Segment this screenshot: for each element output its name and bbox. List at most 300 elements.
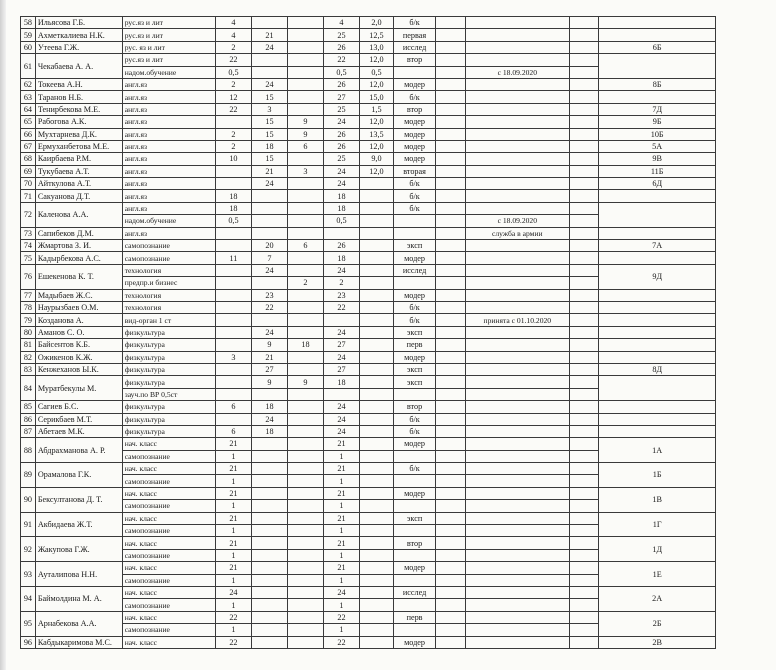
hours-b: 20 [251,240,287,252]
hours-a [215,227,251,239]
hours-b [251,500,287,512]
row-number: 59 [21,29,36,41]
note [465,363,569,375]
blank-cell [569,500,599,512]
row-number: 70 [21,178,36,190]
hours-total: 22 [323,611,359,623]
subject: рус.яз и лит [122,17,215,29]
class-group: 8Б [599,78,716,90]
category: модер [393,351,435,363]
page-edge [0,0,6,670]
hours-b [251,512,287,524]
teacher-name: Ильясова Г.Б. [35,17,122,29]
hours-b [251,636,287,648]
category: б/к [393,413,435,425]
hours-b: 21 [251,351,287,363]
table-row [21,153,716,165]
row-number: 65 [21,116,36,128]
note: с 18.09.2020 [465,66,569,78]
hours-b [251,525,287,537]
class-group [599,413,716,425]
hours-b [251,202,287,214]
subject: самопознание [122,475,215,487]
blank-cell [436,66,466,78]
note [465,29,569,41]
class-group: 1Б [599,463,716,488]
teacher-name: Токеева А.Н. [35,78,122,90]
table-row [21,562,716,574]
category: перв [393,611,435,623]
hours-c [287,153,323,165]
table-row [21,190,716,202]
subject: самопознание [122,240,215,252]
hours-total: 26 [323,240,359,252]
hours-a: 21 [215,562,251,574]
hours-a: 21 [215,463,251,475]
category: б/к [393,463,435,475]
table-row [21,252,716,264]
row-number: 63 [21,91,36,103]
hours-a: 4 [215,17,251,29]
note: с 18.09.2020 [465,215,569,227]
blank-cell [436,215,466,227]
row-number: 79 [21,314,36,326]
note [465,301,569,313]
note [465,463,569,475]
class-group [599,54,716,79]
teacher-name: Кабдыкаримова М.С. [35,636,122,648]
subject: технология [122,289,215,301]
note [465,376,569,388]
rate [359,487,393,499]
blank-cell [436,586,466,598]
hours-c [287,289,323,301]
subject: рус. яз и лит [122,41,215,53]
hours-total: 24 [323,165,359,177]
hours-a: 2 [215,41,251,53]
rate [359,227,393,239]
hours-b: 15 [251,116,287,128]
row-number: 75 [21,252,36,264]
category: втор [393,537,435,549]
class-group [599,376,716,401]
category [393,599,435,611]
category: б/к [393,425,435,437]
table-row [21,41,716,53]
blank-cell [436,611,466,623]
hours-total: 21 [323,537,359,549]
note [465,103,569,115]
blank-cell [569,277,599,289]
class-group: 2Б [599,611,716,636]
category [393,624,435,636]
blank-cell [569,41,599,53]
hours-total: 26 [323,78,359,90]
category [393,450,435,462]
note [465,41,569,53]
note [465,178,569,190]
hours-a: 1 [215,599,251,611]
rate [359,326,393,338]
rate [359,574,393,586]
class-group: 10Б [599,128,716,140]
row-number: 64 [21,103,36,115]
blank-cell [569,78,599,90]
hours-b [251,574,287,586]
rate: 12,0 [359,116,393,128]
row-number: 84 [21,376,36,401]
teacher-load-table [20,16,716,649]
hours-c [287,525,323,537]
hours-c [287,17,323,29]
subject: самопознание [122,450,215,462]
hours-total: 24 [323,351,359,363]
hours-c [287,636,323,648]
rate [359,562,393,574]
category: перв [393,339,435,351]
hours-total [323,227,359,239]
class-group: 1Е [599,562,716,587]
blank-cell [569,562,599,574]
class-group: 9В [599,153,716,165]
hours-a [215,277,251,289]
category [393,66,435,78]
teacher-name: Бексултанова Д. Т. [35,487,122,512]
blank-cell [436,165,466,177]
category: модер [393,438,435,450]
hours-b [251,314,287,326]
hours-a [215,178,251,190]
blank-cell [569,215,599,227]
hours-c [287,388,323,400]
rate [359,388,393,400]
hours-b: 18 [251,401,287,413]
table-row [21,301,716,313]
hours-b: 15 [251,128,287,140]
blank-cell [569,475,599,487]
hours-c [287,475,323,487]
table-row [21,264,716,276]
subject: технология [122,264,215,276]
hours-c [287,202,323,214]
hours-b [251,549,287,561]
blank-cell [436,450,466,462]
category: модер [393,78,435,90]
blank-cell [436,190,466,202]
hours-a: 1 [215,624,251,636]
blank-cell [436,264,466,276]
subject: предпр.и бизнес [122,277,215,289]
class-group: 1Г [599,512,716,537]
row-number: 68 [21,153,36,165]
hours-total: 27 [323,91,359,103]
subject: нач. класс [122,636,215,648]
teacher-name: Ауталипова Н.Н. [35,562,122,587]
hours-total: 27 [323,339,359,351]
teacher-name: Рабогова А.К. [35,116,122,128]
hours-total: 25 [323,103,359,115]
rate [359,537,393,549]
blank-cell [569,363,599,375]
hours-b [251,438,287,450]
hours-total: 0,5 [323,215,359,227]
note [465,17,569,29]
row-number: 82 [21,351,36,363]
blank-cell [569,153,599,165]
teacher-name: Кадырбекова А.С. [35,252,122,264]
class-group [599,17,716,29]
note [465,574,569,586]
note [465,611,569,623]
category: б/к [393,17,435,29]
category: эксп [393,376,435,388]
rate [359,599,393,611]
subject: нач. класс [122,586,215,598]
note: принята с 01.10.2020 [465,314,569,326]
table-row [21,128,716,140]
blank-cell [569,314,599,326]
blank-cell [436,512,466,524]
hours-a: 12 [215,91,251,103]
hours-a: 22 [215,636,251,648]
subject: физкультура [122,401,215,413]
note [465,140,569,152]
hours-total: 1 [323,549,359,561]
blank-cell [436,475,466,487]
hours-c: 9 [287,128,323,140]
blank-cell [569,401,599,413]
hours-total: 2 [323,277,359,289]
blank-cell [436,537,466,549]
class-group [599,425,716,437]
row-number: 66 [21,128,36,140]
subject: нач. класс [122,487,215,499]
hours-total: 0,5 [323,66,359,78]
hours-b [251,562,287,574]
hours-total: 24 [323,178,359,190]
note [465,475,569,487]
hours-a: 1 [215,525,251,537]
teacher-name: Орамалова Г.К. [35,463,122,488]
hours-b [251,586,287,598]
rate [359,202,393,214]
table-row [21,240,716,252]
teacher-name: Каирбаева Р.М. [35,153,122,165]
table-row [21,363,716,375]
blank-cell [569,487,599,499]
hours-total: 26 [323,41,359,53]
subject: самопознание [122,599,215,611]
table-row [21,314,716,326]
subject: физкультура [122,326,215,338]
hours-total [323,314,359,326]
hours-c [287,512,323,524]
category [393,475,435,487]
hours-c [287,487,323,499]
subject: самопознание [122,574,215,586]
category: первая [393,29,435,41]
teacher-name: Акбидаева Ж.Т. [35,512,122,537]
hours-a: 18 [215,202,251,214]
table-row [21,289,716,301]
subject: надом.обучение [122,66,215,78]
row-number: 61 [21,54,36,79]
blank-cell [436,463,466,475]
hours-total: 1 [323,475,359,487]
category: исслед [393,41,435,53]
teacher-name: Ожикенов К.Ж. [35,351,122,363]
blank-cell [436,227,466,239]
hours-a: 4 [215,29,251,41]
hours-a: 10 [215,153,251,165]
teacher-name: Арнабекова А.А. [35,611,122,636]
hours-total: 24 [323,401,359,413]
hours-c [287,314,323,326]
blank-cell [569,240,599,252]
blank-cell [436,178,466,190]
category: втор [393,103,435,115]
hours-c: 18 [287,339,323,351]
subject: англ.яз [122,178,215,190]
hours-total: 23 [323,289,359,301]
blank-cell [569,128,599,140]
note [465,425,569,437]
hours-b: 22 [251,301,287,313]
hours-b: 9 [251,339,287,351]
rate: 12,0 [359,140,393,152]
rate: 15,0 [359,91,393,103]
blank-cell [569,252,599,264]
table-row [21,438,716,450]
hours-c [287,91,323,103]
blank-cell [436,103,466,115]
hours-c [287,301,323,313]
teacher-name: Каленова А.А. [35,202,122,227]
hours-a: 18 [215,190,251,202]
subject: нач. класс [122,512,215,524]
table-row [21,17,716,29]
row-number: 58 [21,17,36,29]
table-row [21,326,716,338]
table-row [21,202,716,214]
table-row [21,425,716,437]
note [465,190,569,202]
class-group [599,326,716,338]
hours-a: 22 [215,103,251,115]
hours-c [287,537,323,549]
class-group: 1В [599,487,716,512]
table-row [21,339,716,351]
row-number: 76 [21,264,36,289]
rate [359,240,393,252]
subject: рус.яз и лит [122,54,215,66]
category: б/к [393,301,435,313]
hours-c [287,574,323,586]
rate [359,339,393,351]
hours-a: 1 [215,549,251,561]
hours-c [287,363,323,375]
category [393,574,435,586]
table-row [21,165,716,177]
row-number: 86 [21,413,36,425]
hours-total: 22 [323,636,359,648]
class-group [599,289,716,301]
rate: 2,0 [359,17,393,29]
blank-cell [569,17,599,29]
blank-cell [436,252,466,264]
hours-b [251,624,287,636]
hours-a [215,301,251,313]
note [465,153,569,165]
blank-cell [569,29,599,41]
hours-total: 1 [323,525,359,537]
rate: 12,0 [359,78,393,90]
hours-b [251,227,287,239]
subject: физкультура [122,413,215,425]
category: модер [393,128,435,140]
hours-total: 1 [323,574,359,586]
class-group [599,252,716,264]
table-row [21,103,716,115]
subject: физкультура [122,351,215,363]
blank-cell [569,116,599,128]
hours-total: 24 [323,264,359,276]
blank-cell [569,190,599,202]
table-row [21,487,716,499]
note: служба в армии [465,227,569,239]
rate: 0,5 [359,66,393,78]
category: втор [393,54,435,66]
hours-c [287,54,323,66]
blank-cell [436,301,466,313]
subject: технология [122,301,215,313]
table-row [21,178,716,190]
hours-b: 24 [251,78,287,90]
subject: англ.яз [122,103,215,115]
blank-cell [436,202,466,214]
class-group: 1А [599,438,716,463]
blank-cell [569,388,599,400]
blank-cell [569,376,599,388]
hours-total: 21 [323,463,359,475]
row-number: 73 [21,227,36,239]
hours-a: 2 [215,140,251,152]
blank-cell [569,425,599,437]
row-number: 77 [21,289,36,301]
blank-cell [569,91,599,103]
hours-c: 6 [287,240,323,252]
blank-cell [569,326,599,338]
blank-cell [569,512,599,524]
table-row [21,463,716,475]
table-row [21,636,716,648]
row-number: 67 [21,140,36,152]
row-number: 81 [21,339,36,351]
blank-cell [436,326,466,338]
hours-total: 24 [323,586,359,598]
blank-cell [569,586,599,598]
hours-total: 27 [323,363,359,375]
subject: англ.яз [122,165,215,177]
blank-cell [569,413,599,425]
hours-a: 22 [215,54,251,66]
blank-cell [569,54,599,66]
note [465,512,569,524]
hours-c [287,401,323,413]
hours-c [287,178,323,190]
note [465,116,569,128]
hours-a: 6 [215,425,251,437]
